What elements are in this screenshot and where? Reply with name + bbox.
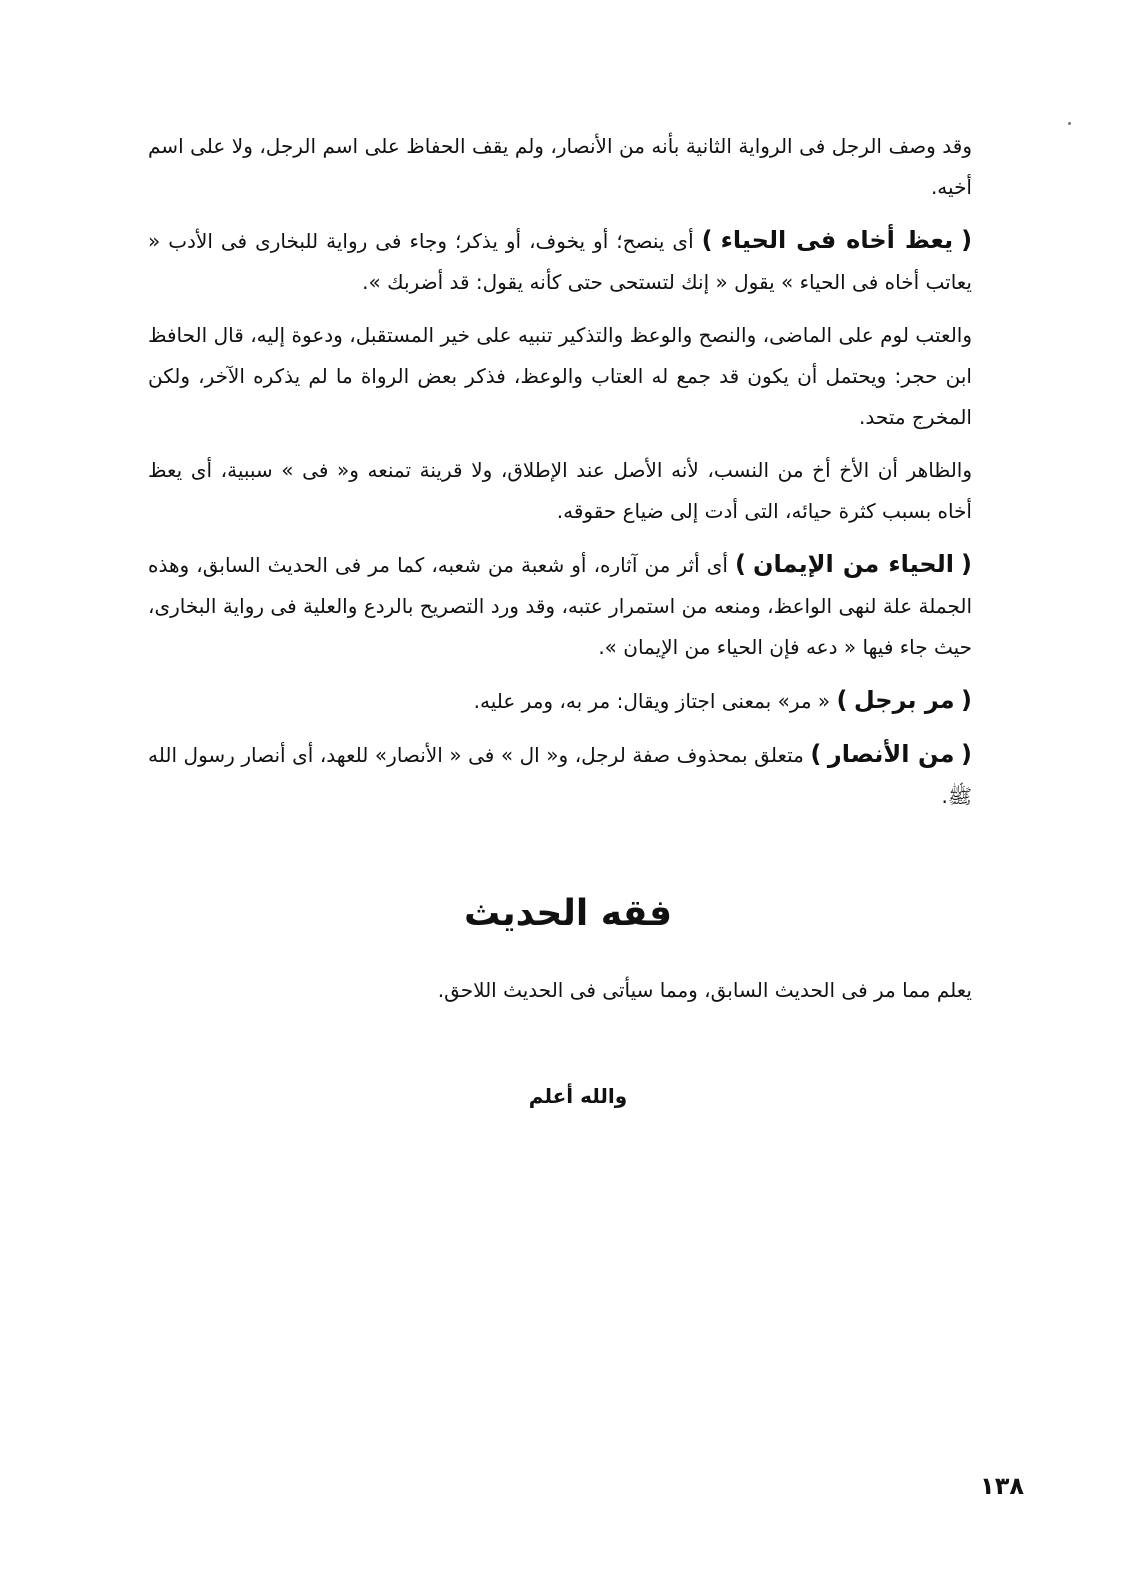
open-bracket: ( [961,226,973,254]
paragraph-7 [148,734,972,817]
paragraph-1-text: وقد وصف الرجل فى الرواية الثانية بأنه من الأنصار، ولم يقف الحفاظ على اسم الرجل، ولا على اسم أخيه. [148,134,972,199]
term-heading: الحياء من الإيمان [753,550,954,578]
open-bracket: ( [961,550,973,578]
open-bracket: ( [961,686,972,714]
close-bracket: ) [836,686,848,714]
paragraph-3-text: والعتب لوم على الماضى، والنصح والوعظ والتذكير تنبيه على خير المستقبل، ودعوة إليه، قال الحافظ ابن حجر: ويحتمل أن يكون قد جمع له العتاب والوعظ، فذكر بعض الرواة ما لم يذكره الآخر، ولكن المخرج متحد. [148,323,972,429]
paragraph-7-text: متعلق بمحذوف صفة لرجل، و« ال » فى « الأنصار» للعهد، أى أنصار رسول الله ﷺ. [148,743,972,808]
paragraph-2 [148,220,972,303]
close-bracket: ) [810,740,822,768]
paragraph-5-text: أى أثر من آثاره، أو شعبة من شعبه، كما مر فى الحديث السابق، وهذه الجملة علة لنهى الواعظ، ومنعه من استمرار عتبه، وقد ورد التصريح بالردع والعلية فى رواية البخارى، حيث جاء فيها « دعه فإن الحياء من الإيمان ». [148,553,972,659]
paragraph-4-text: والظاهر أن الأخ أخ من النسب، لأنه الأصل عند الإطلاق، ولا قرينة تمنعه و« فى » سببية، أى يعظ أخاه بسبب كثرة حيائه، التى أدت إلى ضياع حقوقه. [148,458,972,523]
close-bracket: ) [735,550,746,578]
commentary-body [148,126,972,829]
open-bracket: ( [961,740,973,768]
paragraph-4 [148,450,972,532]
paragraph-2-text: أى ينصح؛ أو يخوف، أو يذكر؛ وجاء فى رواية للبخارى فى الأدب « يعاتب أخاه فى الحياء » يقول « إنك لتستحى حتى كأنه يقول: قد أضربك ». [148,229,972,294]
term-heading: يعظ أخاه فى الحياء [720,226,954,254]
close-bracket: ) [701,226,713,254]
page-number: ١٣٨ [980,1472,1024,1500]
closing-phrase: والله أعلم [528,1084,628,1108]
paragraph-1 [148,126,972,208]
paragraph-6 [148,680,972,722]
paragraph-3 [148,315,972,438]
paragraph-6-text: « مر» بمعنى اجتاز ويقال: مر به، ومر عليه. [473,689,831,713]
term-heading: مر برجل [853,686,955,714]
term-heading: من الأنصار [827,740,955,768]
section-heading: فقه الحديث [463,893,673,934]
paragraph-5 [148,544,972,668]
scan-speck [1068,122,1071,125]
section-summary: يعلم مما مر فى الحديث السابق، ومما سيأتى فى الحديث اللاحق. [437,978,972,1002]
